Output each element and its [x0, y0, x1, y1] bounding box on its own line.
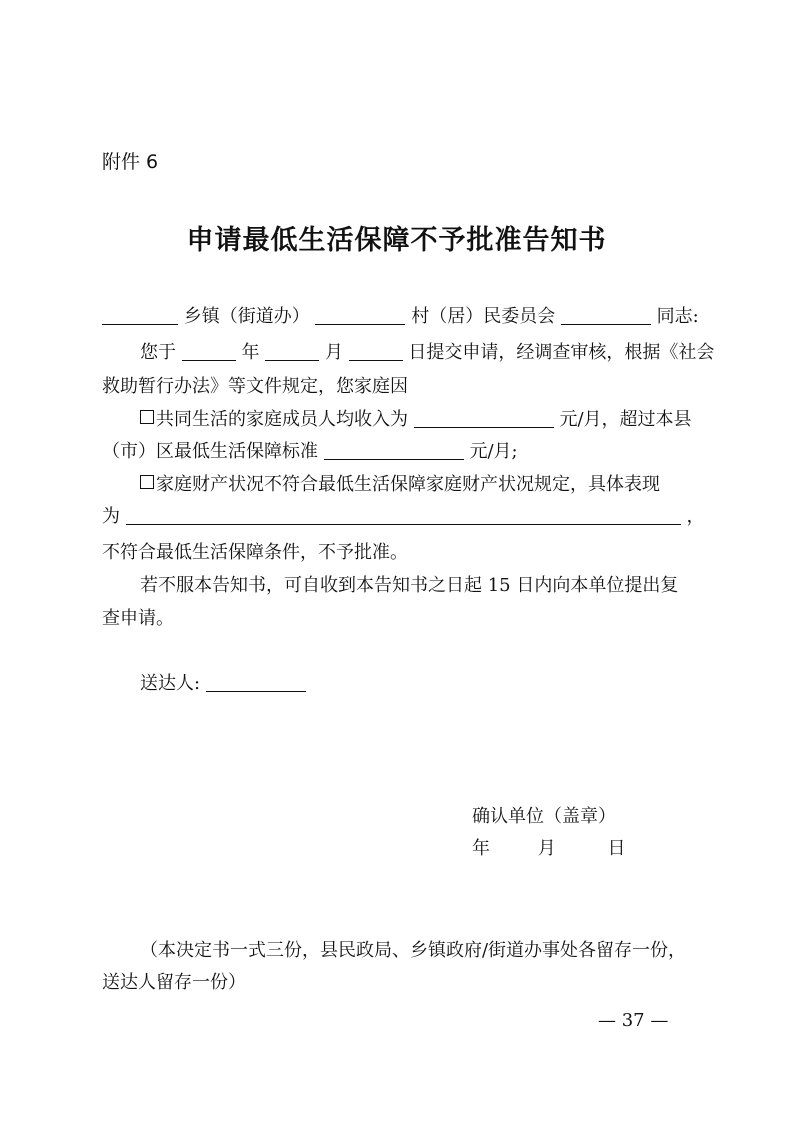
- line-conclusion: 不符合最低生活保障条件，不予批准。: [102, 542, 408, 563]
- line-submit-date: [140, 338, 714, 364]
- deliverer-blank[interactable]: [206, 672, 306, 692]
- page-title: 申请最低生活保障不予批准告知书: [186, 225, 607, 256]
- property-label: 家庭财产状况不符合最低生活保障家庭财产状况规定，具体表现: [156, 474, 660, 495]
- deliverer-label: 送达人:: [140, 673, 201, 694]
- standard-unit: 元/月;: [469, 441, 518, 462]
- note-line-2: 送达人留存一份）: [102, 972, 246, 993]
- details-prefix: 为: [102, 506, 120, 527]
- details-suffix: ，: [686, 506, 705, 527]
- income-checkbox[interactable]: [140, 410, 154, 424]
- income-blank[interactable]: [414, 408, 554, 428]
- day-blank[interactable]: [349, 341, 403, 361]
- year-blank[interactable]: [182, 341, 236, 361]
- village-label: 村（居）民委员会: [411, 306, 556, 327]
- income-label: 共同生活的家庭成员人均收入为: [156, 409, 408, 430]
- line-basis: 救助暂行办法》等文件规定，您家庭因: [102, 376, 408, 397]
- town-blank[interactable]: [102, 305, 178, 325]
- month-blank[interactable]: [265, 341, 319, 361]
- month-label: 月: [324, 342, 343, 363]
- confirm-date: [472, 834, 625, 860]
- date-month: 月: [537, 838, 556, 859]
- standard-label: （市）区最低生活保障标准: [102, 441, 318, 462]
- day-label: 日提交申请，经调查审核，根据《社会: [408, 342, 715, 363]
- village-blank[interactable]: [315, 305, 405, 325]
- standard-blank[interactable]: [324, 440, 464, 460]
- committee-blank[interactable]: [561, 305, 651, 325]
- town-label: 乡镇（街道办）: [183, 306, 310, 327]
- details-blank[interactable]: [126, 505, 681, 525]
- comrade-label: 同志:: [656, 306, 699, 327]
- attachment-label: 附件 6: [102, 151, 159, 173]
- option-property: [140, 470, 660, 496]
- line-appeal: 若不服本告知书，可自收到本告知书之日起 15 日内向本单位提出复: [140, 575, 679, 596]
- date-year: 年: [472, 838, 490, 859]
- date-day: 日: [607, 838, 626, 859]
- income-unit: 元/月，超过本县: [559, 409, 692, 430]
- page-number: — 37 —: [598, 1010, 669, 1031]
- line-details: [102, 502, 704, 528]
- note-line-1: （本决定书一式三份，县民政局、乡镇政府/街道办事处各留存一份，: [140, 940, 687, 961]
- year-label: 年: [241, 342, 260, 363]
- line-standard: [102, 437, 518, 463]
- deliverer-line: [140, 669, 306, 695]
- line-appeal-end: 查申请。: [102, 608, 174, 629]
- option-income: [140, 405, 692, 431]
- line-address: [102, 302, 699, 328]
- property-checkbox[interactable]: [140, 475, 154, 489]
- confirm-unit: 确认单位（盖章）: [472, 806, 616, 827]
- you-label: 您于: [140, 342, 176, 363]
